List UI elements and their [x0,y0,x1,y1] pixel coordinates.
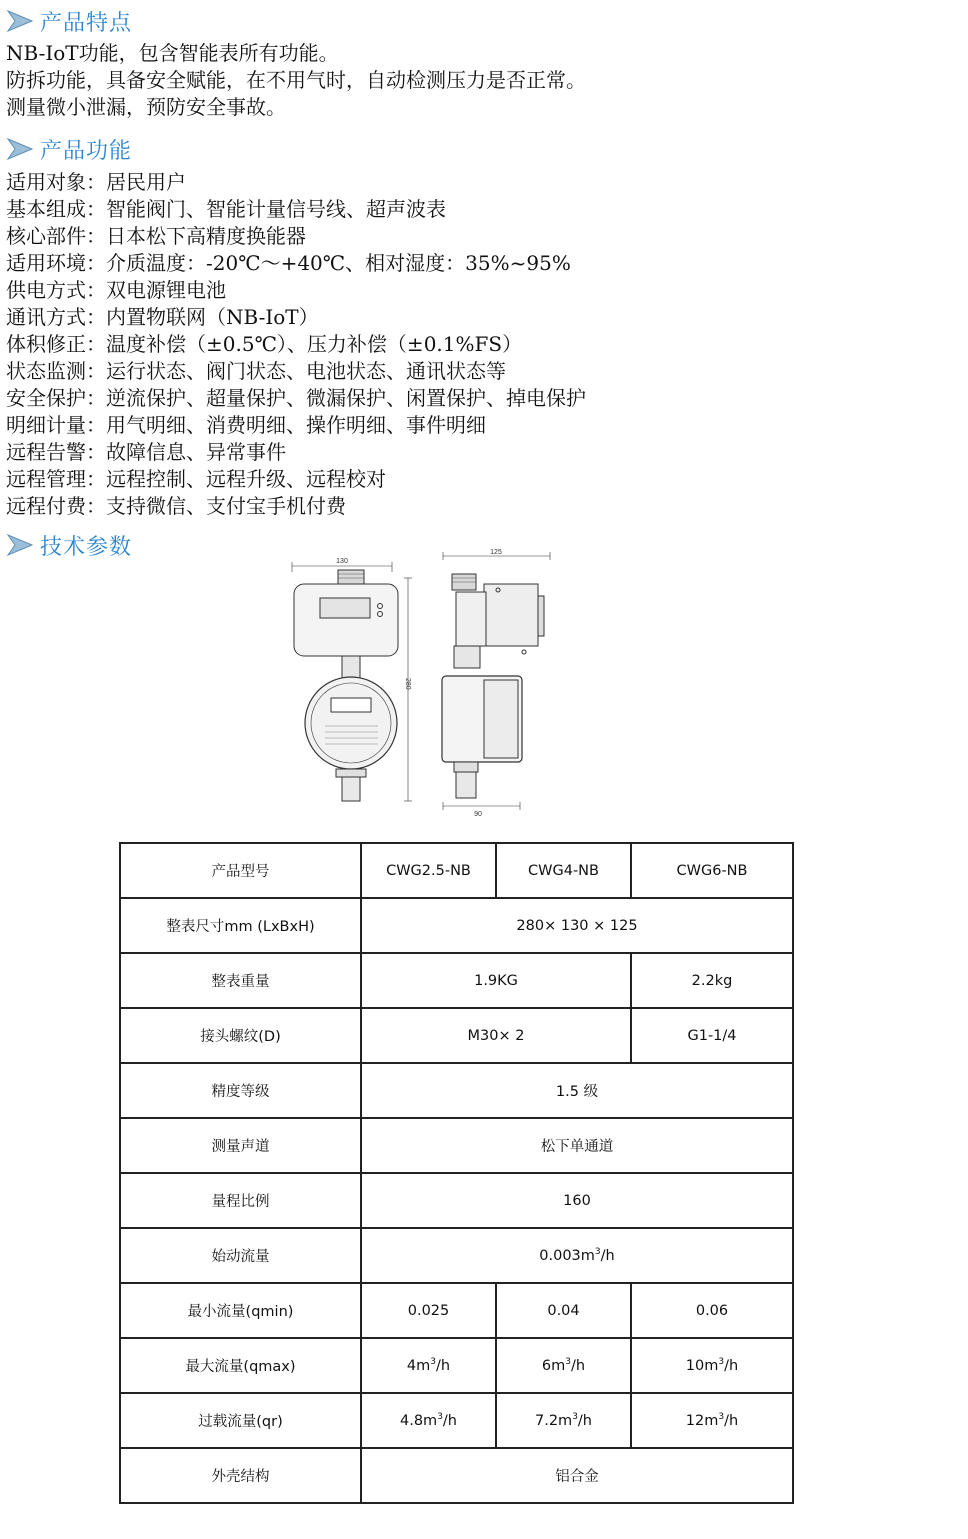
section-header-features [6,6,132,36]
table-row [120,1008,793,1063]
table-row [120,898,793,953]
list-item: 适用环境：介质温度：-20℃～+40℃、相对湿度：35%~95% [6,251,571,275]
list-item: 通讯方式：内置物联网（NB-IoT） [6,305,319,329]
dim-height-label: 280 [404,678,411,690]
row-label: 始动流量 [120,1228,361,1283]
row-label: 最大流量(qmax) [120,1338,361,1393]
value-cell: 0.06 [631,1283,793,1338]
section-title: 产品功能 [40,138,133,164]
arrow-icon [6,9,34,33]
dim-depth-label: 125 [490,549,502,556]
value-cell: $6m^3/h$ [496,1338,631,1393]
table-row [120,1338,793,1393]
list-item: 供电方式：双电源锂电池 [6,278,226,302]
table-row [120,843,793,898]
model-cell: CWG2.5-NB [361,843,496,898]
section-header-functions [6,134,132,164]
list-item: 远程告警：故障信息、异常事件 [6,440,286,464]
table-row [120,1283,793,1338]
section-title: 产品特点 [40,10,133,36]
dim-width-label: 130 [336,558,348,565]
model-cell: CWG6-NB [631,843,793,898]
table-row [120,1118,793,1173]
list-item: 测量微小泄漏，预防安全事故。 [6,95,286,119]
value-cell: 松下单通道 [361,1118,793,1173]
table-row [120,1448,793,1503]
list-item: 状态监测：运行状态、阀门状态、电池状态、通讯状态等 [6,359,506,383]
value-cell: $7.2m^3/h$ [496,1393,631,1448]
value-cell: 0.04 [496,1283,631,1338]
row-label: 接头螺纹(D) [120,1008,361,1063]
section-header-specs [6,530,132,560]
row-label: 过载流量(qr) [120,1393,361,1448]
row-label: 精度等级 [120,1063,361,1118]
list-item: 远程管理：远程控制、远程升级、远程校对 [6,467,386,491]
value-cell: 0.025 [361,1283,496,1338]
row-label: 最小流量(qmin) [120,1283,361,1338]
row-label: 整表尺寸mm (LxBxH) [120,898,361,953]
value-cell: $0.003m^3/h$ [361,1228,793,1283]
table-row [120,1063,793,1118]
list-item: 明细计量：用气明细、消费明细、操作明细、事件明细 [6,413,486,437]
model-cell: CWG4-NB [496,843,631,898]
section-title: 技术参数 [40,534,133,560]
dim-side-bottom-label: 90 [474,811,482,818]
value-cell: $10m^3/h$ [631,1338,793,1393]
row-label: 整表重量 [120,953,361,1008]
table-row [120,953,793,1008]
row-label: 测量声道 [120,1118,361,1173]
value-cell: 1.5 级 [361,1063,793,1118]
list-item: NB-IoT功能，包含智能表所有功能。 [6,41,339,65]
row-label: 量程比例 [120,1173,361,1228]
value-cell: $4m^3/h$ [361,1338,496,1393]
value-cell: 280× 130 × 125 [361,898,793,953]
value-cell: $4.8m^3/h$ [361,1393,496,1448]
table-row [120,1393,793,1448]
functions-list [6,169,586,520]
arrow-icon [6,533,34,557]
row-label: 外壳结构 [120,1448,361,1503]
spec-table [119,842,794,1504]
list-item: 体积修正：温度补偿（±0.5℃）、压力补偿（±0.1%FS） [6,332,523,356]
table-row [120,1173,793,1228]
value-cell: 2.2kg [631,953,793,1008]
list-item: 防拆功能，具备安全赋能，在不用气时，自动检测压力是否正常。 [6,68,586,92]
value-cell: 160 [361,1173,793,1228]
value-cell: G1-1/4 [631,1008,793,1063]
list-item: 适用对象：居民用户 [6,170,186,194]
value-cell: $12m^3/h$ [631,1393,793,1448]
list-item: 安全保护：逆流保护、超量保护、微漏保护、闲置保护、掉电保护 [6,386,586,410]
value-cell: 1.9KG [361,953,631,1008]
value-cell: 铝合金 [361,1448,793,1503]
features-list [6,40,586,121]
value-cell: M30× 2 [361,1008,631,1063]
table-row [120,1228,793,1283]
meter-technical-drawing [280,548,570,820]
list-item: 远程付费：支持微信、支付宝手机付费 [6,494,346,518]
list-item: 基本组成：智能阀门、智能计量信号线、超声波表 [6,197,446,221]
row-label: 产品型号 [120,843,361,898]
list-item: 核心部件：日本松下高精度换能器 [6,224,306,248]
arrow-icon [6,137,34,161]
